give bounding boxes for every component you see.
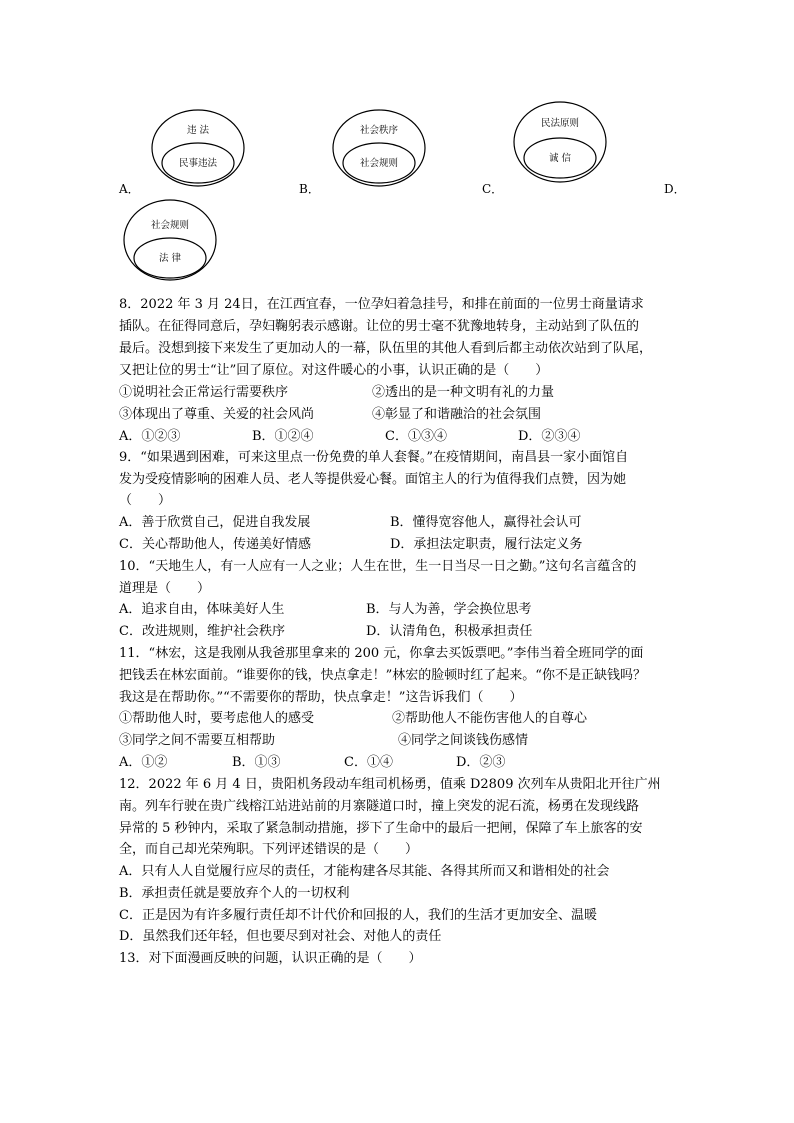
inner-label: 社会规则	[359, 158, 399, 169]
q10-choice-b: B．与人为善，学会换位思考	[366, 602, 532, 617]
q12-choice-c: C．正是因为有许多履行责任却不计代价和回报的人，我们的生活才更加安全、温暖	[119, 908, 597, 923]
q7-option-a-label: A．	[119, 182, 140, 196]
q8-choice-d: D．②③④	[518, 429, 581, 444]
q7-option-d-label: D．	[664, 182, 686, 196]
outer-circle	[152, 110, 244, 186]
q9-choice-a: A．善于欣赏自己，促进自我发展	[119, 515, 311, 530]
q9-choice-d: D．承担法定职责，履行法定义务	[390, 537, 583, 552]
q10-choice-a: A．追求自由，体味美好人生	[119, 602, 285, 617]
q11-item-2: ②帮助他人不能伤害他人的自尊心	[392, 711, 588, 726]
q11-item-1: ①帮助他人时，要考虑他人的感受	[119, 711, 315, 726]
q7-option-c-diagram	[512, 100, 608, 184]
q8-item-3: ③体现出了尊重、关爱的社会风尚	[119, 407, 315, 422]
q7-option-c-label: C．	[482, 182, 504, 196]
outer-circle	[333, 110, 425, 186]
q11-stem-line-3: 我这是在帮助你。”“不需要你的帮助，快点拿走！”这告诉我们（ ）	[119, 690, 523, 705]
q13-stem-line-1: 13．对下面漫画反映的问题，认识正确的是（ ）	[119, 951, 422, 966]
outer-circle	[124, 200, 216, 280]
q9-stem-line-1: 9．“如果遇到困难，可来这里点一份免费的单人套餐。”在疫情期间，南昌县一家小面馆自	[119, 450, 629, 465]
q7-option-d-diagram	[122, 198, 218, 282]
q11-stem-line-2: 把钱丢在林宏面前。“谁要你的钱，快点拿走！”林宏的脸顿时红了起来。“你不是正缺钱吗？	[119, 668, 646, 683]
outer-label: 违 法	[186, 125, 210, 136]
q12-stem-line-3: 异常的 5 秒钟内，采取了紧急制动措施，拶下了生命中的最后一把闸，保障了车上旅客的安	[119, 821, 643, 836]
q11-choice-d: D．②③	[456, 755, 506, 770]
q8-stem-line-2: 插队。在征得同意后，孕妇鞠躬表示感谢。让位的男士毫不犹豫地转身，主动站到了队伍的	[119, 319, 640, 334]
q12-choice-d: D．虽然我们还年轻，但也要尽到对社会、对他人的责任	[119, 929, 442, 944]
q8-stem-line-1: 8．2022 年 3 月 24日，在江西宜春，一位孕妇着急挂号，和排在前面的一位男士商量请求	[119, 297, 644, 312]
inner-label: 民事违法	[178, 158, 218, 169]
q8-item-2: ②透出的是一种文明有礼的力量	[372, 385, 555, 400]
inner-label: 法 律	[158, 253, 182, 264]
q12-stem-line-1: 12．2022 年 6 月 4 日，贵阳机务段动车组司机杨勇，值乘 D2809 次列车从贵阳北开往广州	[119, 777, 661, 792]
q11-choice-b: B．①③	[232, 755, 281, 770]
outer-label: 社会规则	[150, 220, 190, 231]
q7-option-b-diagram	[331, 108, 427, 188]
q7-option-b-label: B．	[299, 182, 320, 196]
q9-choice-b: B．懂得宽容他人，赢得社会认可	[390, 515, 582, 530]
q8-choice-a: A．①②③	[119, 429, 181, 444]
q8-stem-line-4: 又把让位的男士“让”回了原位。对这件暖心的小事，认识正确的是（ ）	[119, 363, 549, 378]
q11-choice-a: A．①②	[119, 755, 168, 770]
q10-stem-line-2: 道理是（ ）	[119, 581, 211, 596]
q12-choice-a: A．只有人人自觉履行应尽的责任，才能构建各尽其能、各得其所而又和谐相处的社会	[119, 864, 610, 879]
q12-stem-line-2: 南。列车行驶在贵广线榕江站进站前的月寨隧道口时，撞上突发的泥石流，杨勇在发现线路	[119, 799, 640, 814]
q11-choice-c: C．①④	[344, 755, 393, 770]
q9-stem-line-3: （ ）	[119, 493, 172, 508]
q8-stem-line-3: 最后。没想到接下来发生了更加动人的一幕，队伍里的其他人看到后都主动依次站到了队尾，	[119, 341, 653, 356]
q10-choice-d: D．认清角色，积极承担责任	[366, 624, 533, 639]
q12-stem-line-4: 全，而自己却光荣殉职。下列评述错误的是（ ）	[119, 842, 419, 857]
q7-option-a-diagram	[150, 108, 246, 188]
q8-choice-b: B．①②④	[252, 429, 314, 444]
q8-choice-c: C．①③④	[385, 429, 447, 444]
q10-stem-line-1: 10．“天地生人，有一人应有一人之业；人生在世，生一日当尽一日之勤。”这句名言蕴含的	[119, 559, 637, 574]
q10-choice-c: C．改进规则，维护社会秩序	[119, 624, 285, 639]
q11-item-3: ③同学之间不需要互相帮助	[119, 733, 276, 748]
outer-circle	[514, 102, 606, 182]
outer-label: 社会秩序	[359, 125, 399, 136]
q9-choice-c: C．关心帮助他人，传递美好情感	[119, 537, 311, 552]
q9-stem-line-2: 发为受疫情影响的困难人员、老人等提供爱心餐。面馆主人的行为值得我们点赞，因为她	[119, 472, 627, 487]
q12-choice-b: B．承担责任就是要放弃个人的一切权利	[119, 886, 350, 901]
outer-label: 民法原则	[540, 118, 580, 129]
q11-stem-line-1: 11．“林宏，这是我刚从我爸那里拿来的 200 元，你拿去买饭票吧。”李伟当着全班同学的面	[119, 646, 644, 661]
q8-item-4: ④彰显了和谐融洽的社会氛围	[372, 407, 542, 422]
q8-item-1: ①说明社会正常运行需要秩序	[119, 385, 289, 400]
inner-label: 诚 信	[548, 153, 572, 164]
q11-item-4: ④同学之间谈钱伤感情	[398, 733, 529, 748]
